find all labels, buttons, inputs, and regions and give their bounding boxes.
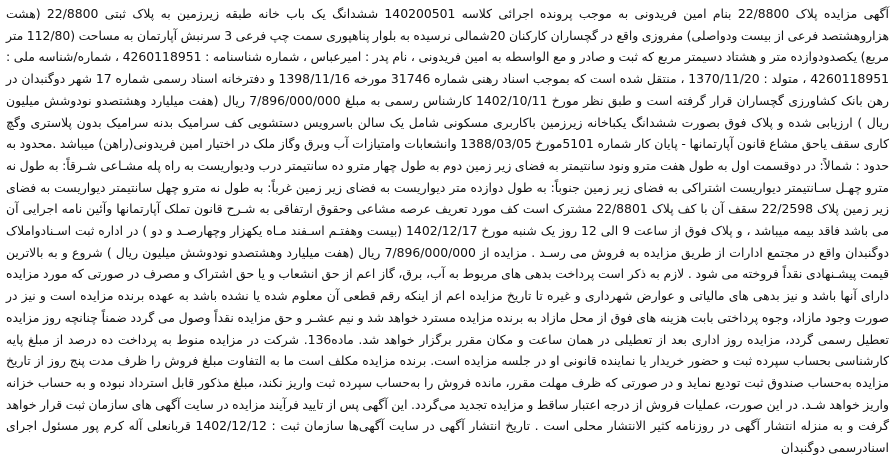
notice-body-text: آگهی مزایده پلاک 22/8800 بنام امین فریدونی به موجب پرونده اجرائی کلاسه 140200501 ششدانگ یک باب خانه طبقه زیرزمین به پلاک ثبتی 22/8800 (هشت هزاروهشتصد فرعی از بیست ودواصلی) مفروزی واقع در گچساران کارکنان 20شمالی نرسیده به بلوار پناهپوری سمت چپ فرعی 3 سرنبش آپارتمان به مساحت (112/80 متر مربع) یکصدودوازده متر و هشتاد دسیمتر مربع که ثبت و صادر و مع الواسطه به امین فریدونی ، نام پدر : امیرعباس ، شماره شناسنامه : 4260118951 ، شماره/شناسه ملی : 4260118951 ، متولد : 1370/11/20 ، منتقل شده است که بموجب اسناد رهنی شماره 31746 مورخه 1398/11/16 و دفترخانه اسناد رسمی شماره 17 شهر دوگنبدان در رهن بانک کشاورزی گچساران قرار گرفته است و طبق نظر مورخ 1402/10/11 کارشناس رسمی به مبلغ 7/896/000/000 ریال (هفت میلیارد وهشتصدو نودوشش میلیون ریال ) ارزیابی شده و پلاک فوق بصورت ششدانگ یکباخانه زیرزمین باکاربری مسکونی شامل یک سالن باسرویس دستشویی کف سرامیک بدنه سرامیک بدون پلاستری وگچ کاری سقف یاحق مشاع قانون آپارتمانها - پایان کار شماره 5101مورخ 1388/03/05 وانشعابات وامتیازات آب وبرق وگاز ملک در اختیار امین فریدونی(راهن) میباشد .محدود به حدود : شمالاً: در دوقسمت اول به طول هفت مترو ونود سانتیمتر به فضای زیر زمین دوم به طول چهار مترو ده سانتیمتر درب ودیواریست به راه پله مشـاعی شـرقاً: به طول نه مترو چهـل سـانتیمتر دیواریست اشتراکی به فضای زیر زمین جنوباً: به طول دوازده متر دیواریست به فضای زیر زمین غرباً: به طول نه مترو چهل سانتیمتر دیواریست به فضای زیر زمین پلاک 22/2598 سقف آن با کف پلاک 22/8801 مشترک است کف مورد تعریف عرصه مشاعی وحقوق ارتفاقی به شـرح قانون تملک آپارتمانها وآئین نامه اجرایی آن می باشد فاقد بیمه میباشد ، و پلاک فوق از ساعت 9 الی 12 روز یک شنبه مورخ 1402/12/17 (بیست وهفتـم اسـفند مـاه یکهزار وچهارصـد و دو ) در اداره ثبت اسـنادواملاک دوگنبدان واقع در مجتمع ادارات از طریق مزایده به فروش می رسـد . مزایده از 7/896/000/000 ریال (هفت میلیارد وهشتصدو نودوشش میلیون ریال ) شروع و به بالاترین قیمت پیشـنهادی نقداً فروخته می شود . لازم به ذکر است پرداخت بدهی های مربوط به آب، برق، گاز اعم از حق انشعاب و یا حق اشتراک و مصرف در صورتی که مورد مزایده دارای آنها باشد و نیز بدهی های مالیاتی و عوارض شهرداری و غیره تا تاریخ مزایده اعم از اینکه رقم قطعی آن معلوم شده یا نشده باشد به عهده برنده مزایده است و نیز در صورت وجود مازاد، وجوه پرداختی بابت هزینه های فوق از محل مازاد به برنده مزایده مسترد خواهد شد و نیم عشـر و حق مزایده نقداً وصول می گردد ضمناً چنانچه روز مزایده تعطیل رسمی گردد، مزایده روز اداری بعد از تعطیلی در همان ساعت و مکان مقرر برگزار خواهد شد. ماده136. شرکت در مزایده منوط به پرداخت ده درصد از مبلغ پایه کارشناسی بحساب سپرده ثبت و حضور خریدار یا نماینده قانونی او در جلسه مزایده است. برنده مزایده مکلف است ما به التفاوت مبلغ فروش را ظرف مدت پنج روز از تاریخ مزایده به‌حساب صندوق ثبت تودیع نماید و در صورتی که ظرف مهلت مقرر، مانده فروش را به‌حساب سپرده ثبت واریز نکند، مبلغ مذکور قابل استرداد نبوده و به حساب خزانه واریز خواهد شـد. در این صورت، عملیات فروش از درجه اعتبار ساقط و مزایده تجدید می‌گردد. این آگهی پس از تایید فرآیند مزایده در سایت آگهی های سازمان ثبت قرار خواهد گرفت و به منزله انتشار آگهی در روزنامه کثیر الانتشار محلی است . تاریخ انتشار آگهی در سایت آگهی‌ها سازمان ثبت : 1402/12/12 قربانعلی آله کرم پور مسئول اجرای اسنادرسمی دوگنبدان (6, 6, 890, 456)
